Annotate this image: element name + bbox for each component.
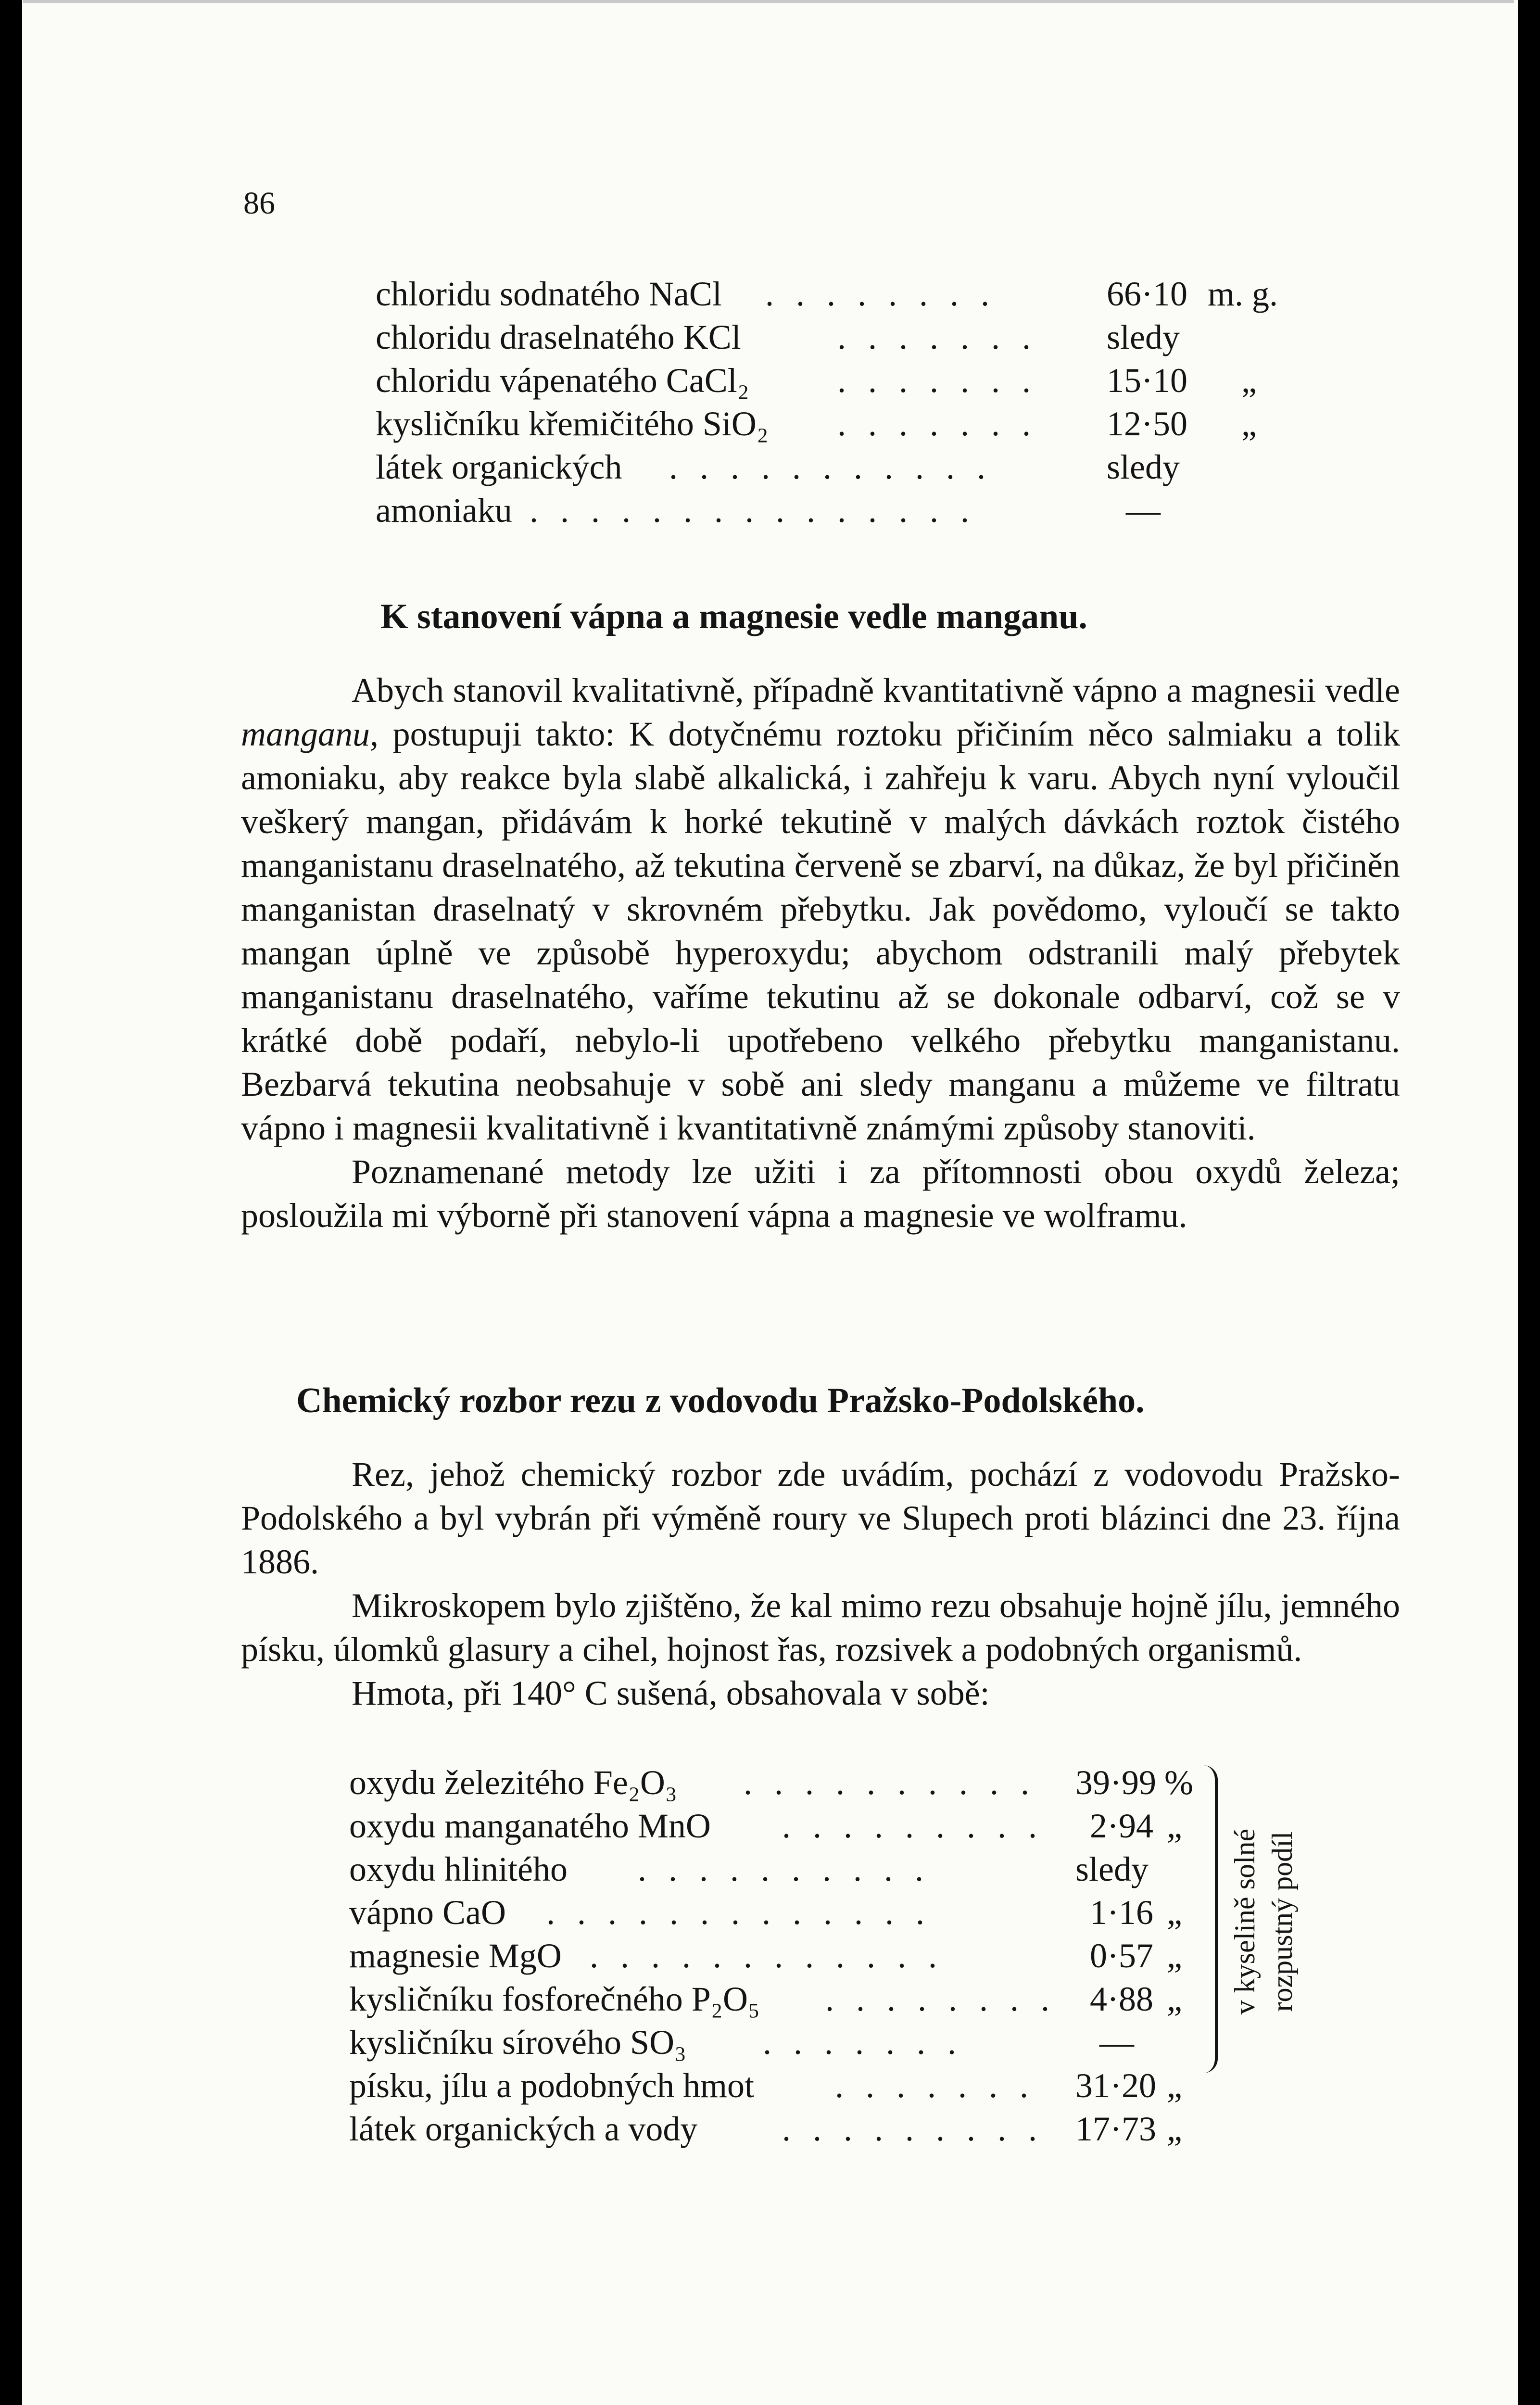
table-row bbox=[376, 317, 1313, 361]
leader-dots: . . . . . . . . . . bbox=[638, 1850, 930, 1888]
leader-dots: . . . . . . . bbox=[763, 2023, 963, 2062]
row-unit: „ bbox=[1167, 1893, 1182, 1932]
row-label: chloridu vápenatého CaCl₂ bbox=[376, 361, 749, 400]
row-value: 17·73 bbox=[1075, 2110, 1156, 2148]
paragraph: Poznamenané metody lze užiti i za přítomnosti obou oxydů železa; posloužila mi výborně při stanovení vápna a magnesie ve wolframu. bbox=[241, 1152, 1400, 1235]
table-row bbox=[349, 1806, 1311, 1849]
leader-dots: . . . . . . . . . . . . . . . bbox=[530, 491, 976, 530]
row-label: chloridu draselnatého KCl bbox=[376, 318, 741, 356]
leader-dots: . . . . . . . . . . . . . bbox=[546, 1893, 931, 1932]
row-unit: „ bbox=[1167, 1807, 1182, 1845]
page-number: 86 bbox=[243, 186, 275, 221]
composition-table-2 bbox=[349, 1763, 1311, 2152]
leader-dots: . . . . . . . . . . . bbox=[669, 448, 992, 486]
row-label: magnesie MgO bbox=[349, 1937, 562, 1975]
row-value: 12·50 bbox=[1107, 405, 1187, 443]
side-note bbox=[1229, 1809, 1306, 2035]
document-page bbox=[22, 0, 1518, 2405]
row-value: sledy bbox=[1107, 448, 1180, 486]
scan-edge-mark bbox=[23, 0, 1514, 3]
italic-term: manganu bbox=[241, 715, 370, 753]
row-value: sledy bbox=[1075, 1850, 1149, 1888]
row-unit: „ bbox=[1167, 2110, 1182, 2148]
table-row bbox=[376, 361, 1313, 404]
table-row bbox=[349, 1893, 1311, 1936]
row-value: 1·16 bbox=[1090, 1893, 1153, 1932]
table-row bbox=[376, 274, 1313, 317]
row-unit: „ bbox=[1167, 2066, 1182, 2105]
leader-dots: . . . . . . . bbox=[837, 405, 1037, 443]
section-heading: K stanovení vápna a magnesie vedle manganu. bbox=[380, 597, 1087, 636]
table-row bbox=[349, 2023, 1311, 2066]
side-note-line: rozpustný podíl bbox=[1266, 1831, 1298, 2012]
row-unit: m. g. bbox=[1208, 275, 1278, 313]
row-unit: „ bbox=[1167, 1937, 1182, 1975]
leader-dots: . . . . . . . . . . bbox=[744, 1763, 1036, 1802]
table-row bbox=[349, 1849, 1311, 1893]
leader-dots: . . . . . . . . . . . . bbox=[590, 1937, 944, 1975]
row-value: 15·10 bbox=[1107, 361, 1187, 400]
row-unit: „ bbox=[1241, 361, 1257, 400]
leader-dots: . . . . . . . . bbox=[765, 275, 996, 313]
paragraph: Hmota, při 140° C sušená, obsahovala v sobě: bbox=[352, 1674, 990, 1712]
side-note-line: v kyselině solné bbox=[1229, 1828, 1261, 2015]
table-row bbox=[349, 2066, 1311, 2109]
paragraph bbox=[241, 669, 1400, 1150]
leader-dots: . . . . . . . . . bbox=[782, 1807, 1044, 1845]
row-label: látek organických a vody bbox=[349, 2110, 698, 2148]
row-label: oxydu železitého Fe₂O₃ bbox=[349, 1763, 677, 1802]
row-value: — bbox=[1099, 2023, 1134, 2062]
row-label: amoniaku bbox=[376, 491, 512, 530]
row-label: kysličníku sírového SO₃ bbox=[349, 2023, 687, 2062]
row-value: sledy bbox=[1107, 318, 1180, 356]
table-row bbox=[349, 1979, 1311, 2023]
row-label: kysličníku fosforečného P₂O₅ bbox=[349, 1980, 760, 2018]
row-value: 2·94 bbox=[1090, 1807, 1153, 1845]
paragraph: Rez, jehož chemický rozbor zde uvádím, pochází z vodovodu Pražsko-Podolského a byl vybrán při výměně roury ve Slupech proti blázinci dne 23. října 1886. bbox=[241, 1455, 1400, 1581]
soluble-fraction-bracket bbox=[1196, 1765, 1218, 2073]
leader-dots: . . . . . . . bbox=[837, 318, 1037, 356]
composition-table-1 bbox=[376, 274, 1313, 534]
leader-dots: . . . . . . . . bbox=[825, 1980, 1056, 2018]
row-label: písku, jílu a podobných hmot bbox=[349, 2066, 754, 2105]
table-row bbox=[376, 491, 1313, 534]
row-label: látek organických bbox=[376, 448, 622, 486]
table-row bbox=[376, 447, 1313, 491]
paragraph: Mikroskopem bylo zjištěno, že kal mimo rezu obsahuje hojně jílu, jemného písku, úlomků glasury a cihel, hojnost řas, rozsivek a podobných organismů. bbox=[241, 1586, 1400, 1669]
section-body-text bbox=[241, 1453, 1400, 1715]
table-row bbox=[349, 1936, 1311, 1979]
row-label: vápno CaO bbox=[349, 1893, 506, 1932]
row-value: 39·99 bbox=[1075, 1763, 1156, 1802]
row-value: 0·57 bbox=[1090, 1937, 1153, 1975]
row-value: 4·88 bbox=[1090, 1980, 1153, 2018]
row-value: — bbox=[1126, 491, 1161, 530]
table-row bbox=[376, 404, 1313, 447]
leader-dots: . . . . . . . bbox=[837, 361, 1037, 400]
row-value: 66·10 bbox=[1107, 275, 1187, 313]
text-run: , postupuji takto: K dotyčnému roztoku přičiním něco salmiaku a tolik amoniaku, aby reakce byla slabě alkalická, i zahřeju k varu. Abych nyní vyloučil veškerý mangan, přidávám k horké tekutině v malých dávkách roztok čistého manganistanu draselnatého, až tekutina červeně se zbarví, na důkaz, že byl přičiněn manganistan draselnatý v skrovném přebytku. Jak povědomo, vyloučí se takto mangan úplně ve způsobě hyperoxydu; abychom odstranili malý přebytek manganistanu draselnatého, vaříme tekutinu až se dokonale odbarví, což se v krátké době podaří, nebylo-li upotřebeno velkého přebytku manganistanu. Bezbarvá tekutina neobsahuje v sobě ani sledy manganu a můžeme ve filtratu vápno i magnesii kvalitativně i kvantitativně známými způsoby stanoviti. bbox=[241, 715, 1400, 1147]
row-label: kysličníku křemičitého SiO₂ bbox=[376, 405, 769, 443]
section-body-text bbox=[241, 669, 1400, 1238]
table-row bbox=[349, 1763, 1311, 1806]
row-label: oxydu manganatého MnO bbox=[349, 1807, 711, 1845]
row-value: 31·20 bbox=[1075, 2066, 1156, 2105]
table-row bbox=[349, 2109, 1311, 2152]
row-unit: „ bbox=[1167, 1980, 1182, 2018]
row-unit: „ bbox=[1241, 405, 1257, 443]
row-label: oxydu hlinitého bbox=[349, 1850, 568, 1888]
row-unit: % bbox=[1164, 1763, 1193, 1802]
leader-dots: . . . . . . . bbox=[835, 2066, 1035, 2105]
section-heading: Chemický rozbor rezu z vodovodu Pražsko-Podolského. bbox=[296, 1381, 1145, 1420]
row-label: chloridu sodnatého NaCl bbox=[376, 275, 722, 313]
leader-dots: . . . . . . . . . bbox=[782, 2110, 1044, 2148]
text-run: Abych stanovil kvalitativně, případně kvantitativně vápno a magnesii vedle bbox=[352, 671, 1400, 709]
